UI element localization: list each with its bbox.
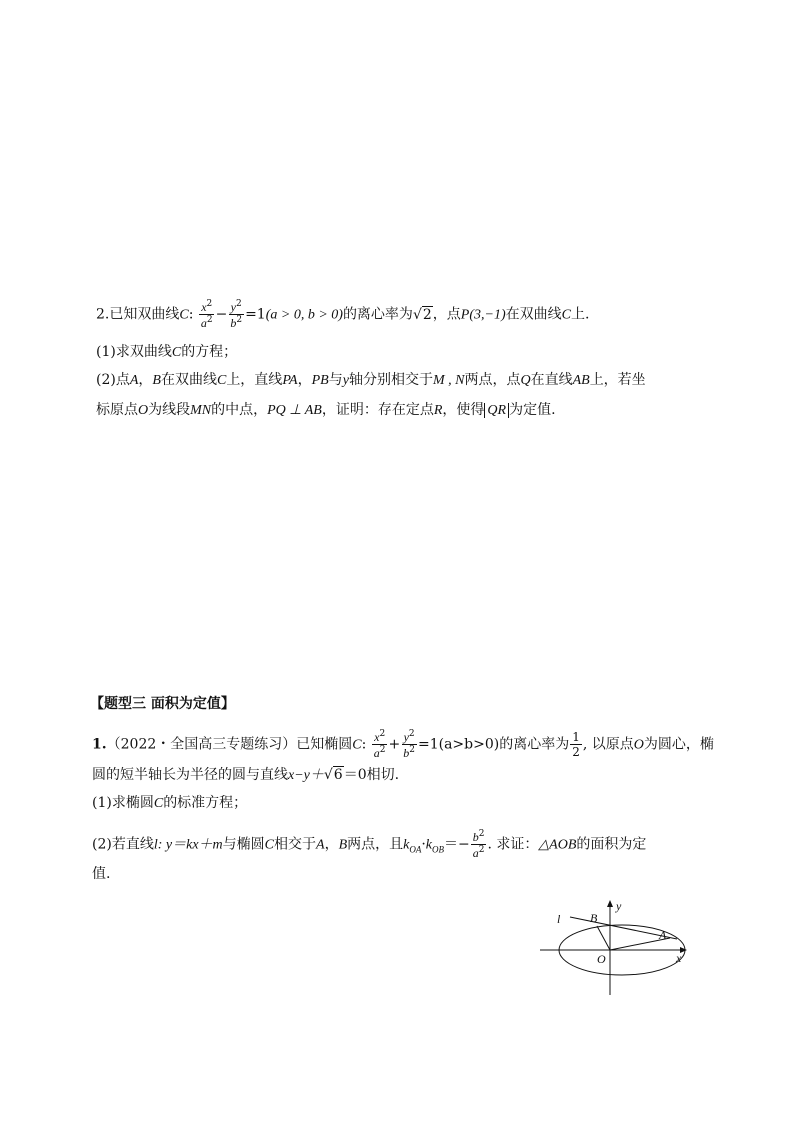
fraction-x2-a2: $\frac{x^2}{a^2}$ xyxy=(373,729,386,760)
problem2-part2-line2: 标原点O为线段MN的中点，PQ ⊥ AB，证明：存在定点R，使得 QR 为定值. xyxy=(96,402,556,418)
problem2-part2-line1: (2)点A，B在双曲线C上，直线PA，PB与y轴分别相交于M , N两点，点Q在直线AB上，若坐 xyxy=(96,372,646,388)
label-A: A xyxy=(659,928,667,942)
problem2-part1: (1)求双曲线C的方程； xyxy=(96,344,238,360)
problem-number: 1. xyxy=(92,736,107,753)
problem3-part2-line2: 值. xyxy=(92,866,111,882)
abs-QR: QR xyxy=(484,403,509,418)
segment-OB xyxy=(597,926,610,950)
label-B: B xyxy=(590,911,598,925)
problem3-stem-line2: 圆的短半轴长为半径的圆与直线x−y＋√6＝0相切. xyxy=(92,767,400,783)
problem3-part2-line1: (2)若直线l: y＝kx＋m与椭圆C相交于A，B两点，且$k_{OA}\cdot k_{OB}=-$ $\frac{b^2}{a^2}$ . 求证：△AOB的面积为定 xyxy=(92,829,647,860)
y-axis-arrow xyxy=(607,900,613,907)
fraction-x2-a2: $\frac{x^2}{a^2}$ xyxy=(200,299,213,330)
fraction-one-half: $\frac{1}{2}$ xyxy=(572,730,580,759)
ellipse-figure xyxy=(535,895,705,1005)
fraction-b2-a2: $\frac{b^2}{a^2}$ xyxy=(472,829,485,860)
sqrt-2: √2 xyxy=(412,306,432,323)
fraction-y2-b2: $\frac{y^2}{b^2}$ xyxy=(230,299,243,330)
sqrt-6: √6 xyxy=(323,767,343,783)
problem-number: 2. xyxy=(96,306,110,323)
label-x: x xyxy=(676,951,682,965)
label-l: l xyxy=(557,912,561,926)
problem2-stem-line1: 2.已知双曲线C: $\frac{x^2}{a^2}$ − $\frac{y^2}{b^2}$ =1(a > 0, b > 0)的离心率为√2，点P(3,−1)在双曲线C上. xyxy=(96,299,590,330)
label-O: O xyxy=(597,952,606,966)
section-heading: 【题型三 面积为定值】 xyxy=(90,696,235,712)
problem3-stem-line1: 1.（2022・全国高三专题练习）已知椭圆C: $\frac{x^2}{a^2}$ + $\frac{y^2}{b^2}$ =1(a>b>0)的离心率为 $\frac{1}{2}$ , 以原点O为圆心，椭 xyxy=(92,729,714,760)
problem3-part1: (1)求椭圆C的标准方程； xyxy=(92,795,248,811)
fraction-y2-b2: $\frac{y^2}{b^2}$ xyxy=(403,729,415,760)
label-y: y xyxy=(616,899,622,913)
